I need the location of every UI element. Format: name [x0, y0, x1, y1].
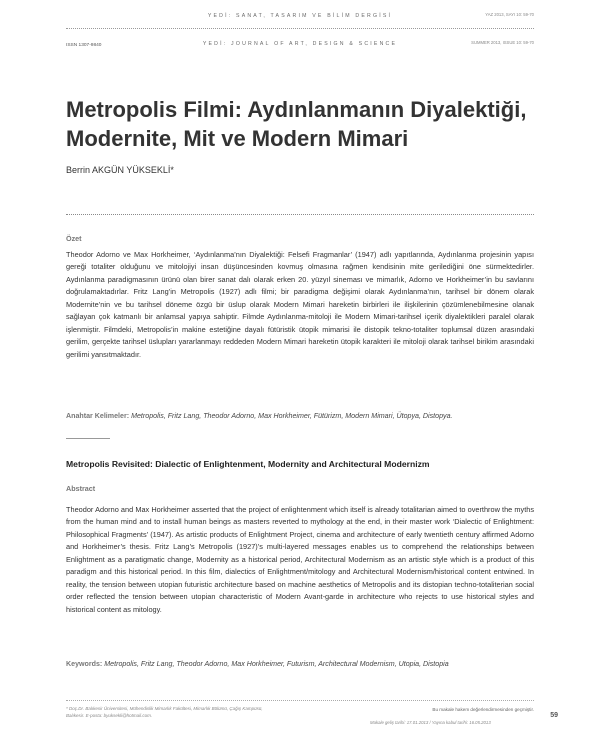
ozet-keywords-list: Metropolis, Fritz Lang, Theodor Adorno, Max Horkheimer, Fütürizm, Modern Mimari, Ütopya, Distopya. — [131, 412, 453, 420]
page-number: 59 — [550, 712, 558, 719]
ozet-heading: Özet — [66, 234, 82, 243]
ozet-keywords — [66, 410, 536, 422]
article-title: Metropolis Filmi: Aydınlanmanın Diyalektiği, Modernite, Mit ve Modern Mimari — [66, 97, 527, 151]
ozet-keywords-label: Anahtar Kelimeler: — [66, 412, 130, 420]
ozet-paragraph: Theodor Adorno ve Max Horkheimer, ‘Aydınlanma’nın Diyalektiği: Felsefi Fragmanlar’ (1947) adlı yapıtlarında, Aydınlanma projesinin yapısı gereği totaliter olduğunu ve mitolojiyi insan düşüncesinden kovmuş olmasına rağmen kendisinin mite gerilediğini öne sürmektedirler. Aydınlanma paradigmasının ürünü olan birer sanat dalı olarak erken 20. yüzyıl sineması ve mimarlık, Adorno ve Horkheimer’in bu savlarını doğrulamaktadırlar. Fritz Lang’in Metropolis (1927) adlı filmi; bir paradigma değişimi olarak Aydınlanma’nın, tarihsel bir dönem olarak Modernite’nin ve bu tarihsel döneme özgü bir üslup olarak Modern Mimari hareketin birbirleri ile ilişkilerinin çözümlenebilmesine olanak sağlayan çok katmanlı bir anlamsal yapıya sahiptir. Filmde Aydınlanma-mitoloji ile Modern Mimari-tarihsel içerik diyalektikleri paralel olarak işlenmiştir. Filmdeki, Metropolis’in makine estetiğine dayalı fütüristik ütopik mimarisi ile distopik tekno-totaliter toplumsal düzen arasındaki gerilim, gerçekte tarihsel üslupları yararlanmayı reddeden Modern Mimari hareketin ütopik karakteri ile mitoloji olarak tarihsel birikim arasındaki gerilimi yansıtmaktadır. — [66, 250, 534, 359]
article-author: Berrin AKGÜN YÜKSEKLİ* — [66, 165, 174, 175]
short-divider — [66, 438, 110, 439]
journal-name-en: YEDİ: JOURNAL OF ART, DESIGN & SCIENCE — [202, 41, 398, 47]
ozet-text — [66, 249, 534, 361]
abstract-keywords-list: Metropolis, Fritz Lang, Theodor Adorno, Max Horkheimer, Futurism, Architectural Modernism, Utopia, Distopia — [104, 660, 449, 668]
volume-info-en: SUMMER 2013, ISSUE 10: 59-70 — [471, 40, 534, 45]
received-dates: Makale geliş tarihi: 17.01.2013 / Yayına kabul tarihi: 16.05.2013 — [370, 720, 491, 725]
masthead-divider — [66, 28, 534, 29]
abstract-text — [66, 504, 534, 616]
volume-info-tr: YAZ 2013, SAYI 10: 59-70 — [485, 12, 534, 17]
journal-name-tr: YEDİ: SANAT, TASARIM VE BİLİM DERGİSİ — [207, 13, 393, 19]
issn-label: ISSN 1307-9840 — [66, 43, 102, 48]
abstract-heading: Abstract — [66, 484, 96, 493]
author-footnote: * Doç.Dr. Balıkesir Üniversitesi, Mühendislik Mimarlık Fakültesi, Mimarlık Bölümü, Çağış Kampüsü, Balıkesir. E-posta: byuksekli@hotmail.com. — [66, 706, 263, 718]
footer-divider — [66, 700, 534, 701]
abstract-keywords — [66, 658, 536, 670]
abstract-paragraph: Theodor Adorno and Max Horkheimer asserted that the project of enlightenment which itself is already totalitarian aimed to overthrow the myths from the human mind and to install human beings as masters reverted to mythology at the end, in their master work ‘Dialectic of Enlightment: Philosophical Fragments’ (1947). As artistic products of Enlightment Project, cinema and architecture of early twentieth century affirmed Adorno and Horkheimer’s thesis. Fritz Lang’s Metropolis (1927)’s multi-layered messages enables us to comprehend the relationships between Enlightment as a paratigmatic change, Modernity as a historical period, Architectural Modernism as an artistic style which is a product of this paradigm and this historical period. In this film, dialectics of Enlightment/mitology and Architectural Modernism/historical content entwined. In reality, the tension between utopian futuristic architecture based on machine aesthetics of Metropolis and its distopian techno-totaliterian social order reflected the tension between utopian characteristic of Modern Avant-garde in architecture who rejects to use historical styles and historical content as mitology. — [66, 505, 534, 614]
peer-review-note: Bu makale hakem değerlendirmesinden geçmiştir. — [432, 707, 534, 712]
abstract-keywords-label: Keywords: — [66, 660, 103, 668]
english-title: Metropolis Revisited: Dialectic of Enlightenment, Modernity and Architectural Modernizm — [66, 459, 430, 469]
section-divider — [66, 214, 534, 215]
